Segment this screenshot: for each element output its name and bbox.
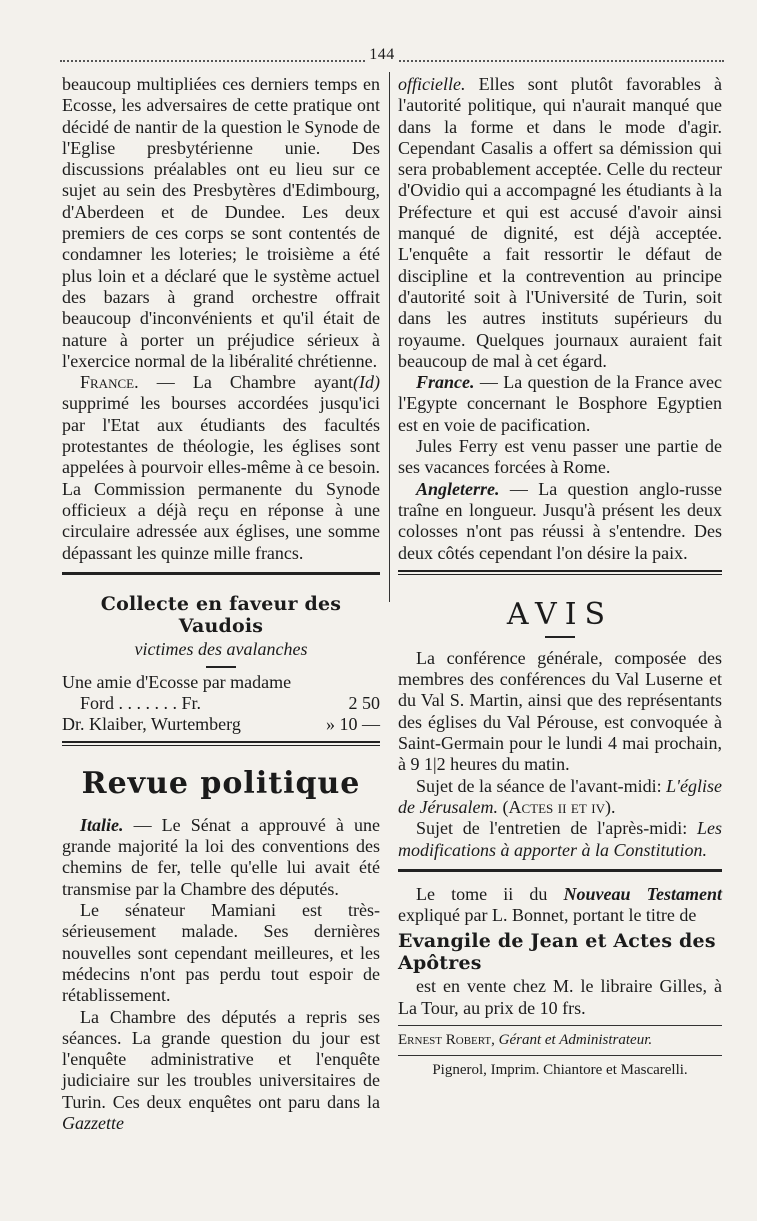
donation-2-amount: » 10 —	[326, 713, 380, 734]
france-bourses-article	[62, 372, 380, 564]
gerant-role: Gérant et Administrateur.	[498, 1031, 653, 1048]
section-rule	[62, 572, 380, 575]
avis-text: La conférence générale, composée des membres des conférences du Val Luserne et du Val S. Martin, ainsi que des représentants des églises du Val Pérouse, est convoquée à Saint-Germain pour le lundi 4 mai prochain, à 9 1|2 heures du matin.	[398, 647, 722, 775]
sujet-matin-value: L'église de Jérusalem.	[398, 775, 723, 817]
enquete-text: Elles sont plutôt favorables à l'autorité politique, qui n'aurait manqué que dans la forme et dans le mode d'agir. Cependant Casalis a offert sa démission qui sera probablement acceptée. Celle du recteur d'Ovidio qui a accompagné les étudiants à la Préfecture et qui est accusé d'avoir ainsi manqué de dignité, est déjà acceptée. L'enquête a fait ressortir le défaut de discipline et la contrevention au principe d'autorité soit à l'Université de Turin, soit dans les autres instituts supérieurs du royaume. Quelques journaux auraient fait beaucoup de mal à cet égard.	[398, 74, 722, 371]
printer-line: Pignerol, Imprim. Chiantore et Mascarelli.	[432, 1061, 688, 1078]
france-label: France.	[80, 372, 139, 393]
signature-line	[398, 1032, 722, 1049]
book-sale: est en vente chez M. le libraire Gilles, à La Tour, au prix de 10 frs.	[398, 976, 722, 1018]
tome-pre: Le tome ii du	[416, 883, 564, 904]
angleterre-label: Angleterre.	[416, 478, 500, 499]
france-egypte-text: — La question de la France avec l'Egypte concernant le Bosphore Egyptien est en voie de pacification.	[398, 372, 722, 435]
donation-1	[62, 693, 380, 714]
france-egypte-article	[398, 372, 722, 436]
ferry-article: Jules Ferry est venu passer une partie de ses vacances forcées à Rome.	[398, 436, 722, 478]
donation-1-line1: Une amie d'Ecosse par madame	[62, 671, 292, 692]
gerant-name: Ernest Robert,	[398, 1031, 495, 1048]
sujet-matin	[398, 776, 722, 819]
officielle-word: officielle.	[398, 74, 466, 94]
angleterre-text: — La question anglo-russe traîne en longueur. Jusqu'à présent les deux colosses n'ont pas réussi à s'entendre. Des deux côtés cependant l'on désire la paix.	[398, 478, 722, 563]
sujet-apres-midi	[398, 818, 722, 861]
donation-2	[62, 714, 380, 735]
bazars-text: beaucoup multipliées ces derniers temps en Ecosse, les adversaires de cette pratique ont décidé de nantir de la question le Synode de l'Eglise presbytérienne unie. Des discussions préalables ont eu lieu sur ce sujet au sein des Presbytères d'Edimbourg, d'Aberdeen et de Dundee. Les deux premiers de ces corps se sont contentés de condamner les loteries; le troisième a été plus loin et a déclaré que le système actuel des bazars à grand orchestre offrait beaucoup d'inconvénients et qu'il était de nature à porter un préjudice sérieux à l'exercice normal de la libéralité chrétienne.	[62, 74, 380, 371]
column-divider	[389, 72, 390, 602]
sujet-matin-label: Sujet de la séance de l'avant-midi:	[416, 775, 662, 796]
donation-2-name: Dr. Klaiber, Wurtemberg	[62, 713, 241, 734]
enquete-article	[398, 74, 722, 372]
tome-notice	[398, 884, 722, 927]
revue-politique-title: Revue politique	[81, 765, 361, 801]
gazzette-word: Gazzette	[62, 1112, 124, 1133]
avis-title: AVIS	[506, 596, 614, 632]
angleterre-article	[398, 479, 722, 564]
separator	[398, 1025, 722, 1026]
chambre-article	[62, 1007, 380, 1135]
collecte-title: Collecte en faveur des Vaudois	[100, 592, 342, 637]
short-rule	[545, 636, 575, 638]
mamiani-article: Le sénateur Mamiani est très-sérieusement malade. Ses dernières nouvelles sont cependant meilleures, et les médecins n'ont pas perdu tout espoir de rétablissement.	[62, 900, 380, 1006]
france-label-right: France.	[416, 372, 475, 393]
italie-label: Italie.	[80, 814, 124, 835]
book-title: Evangile de Jean et Actes des Apôtres	[398, 930, 716, 975]
short-rule	[206, 666, 236, 668]
italie-article	[62, 815, 380, 900]
source-tag: (Id)	[353, 372, 380, 393]
france-bourses-text: — La Chambre ayant supprimé les bourses accordées jusqu'ici par l'Etat aux étudiants des facultés protestantes de théologie, les églises sont appelées à pourvoir elles-même à ce besoin. La Commission permanente du Synode officieux a déjà reçu en réponse à une circulaire adressée aux églises, une somme dépassant les quinze mille francs.	[62, 372, 380, 563]
section-rule	[62, 741, 380, 746]
right-column	[398, 74, 722, 1079]
chambre-text: La Chambre des députés a repris ses séances. La grande question du jour est l'enquête administrative et l'enquête judiciaire sur les troubles universitaires de Turin. Ces deux enquêtes ont paru dans la	[62, 1006, 380, 1112]
collecte-subtitle: victimes des avalanches	[134, 638, 308, 659]
page-number: 144	[365, 46, 399, 64]
donation-1-name: Ford . . . . . . . Fr.	[80, 692, 202, 713]
donation-1-amount: 2 50	[348, 692, 380, 713]
tome-post: expliqué par L. Bonnet, portant le titre de	[398, 905, 697, 926]
section-rule	[398, 570, 722, 575]
italie-text: — Le Sénat a approuvé à une grande majorité la loi des conventions des chemins de fer, telle qu'elle lui avait été transmise par la Chambre des députés.	[62, 814, 380, 899]
sujet-matin-ref: (Actes ii et iv).	[502, 796, 616, 817]
separator	[398, 1055, 722, 1056]
donations-list	[62, 672, 380, 735]
sujet-apres-midi-value: Les modifications à apporter à la Constitution.	[398, 818, 722, 860]
section-rule	[398, 869, 722, 872]
sujet-apres-midi-label: Sujet de l'entretien de l'après-midi:	[416, 818, 688, 839]
left-column	[62, 74, 380, 1134]
tome-title: Nouveau Testament	[563, 883, 722, 904]
